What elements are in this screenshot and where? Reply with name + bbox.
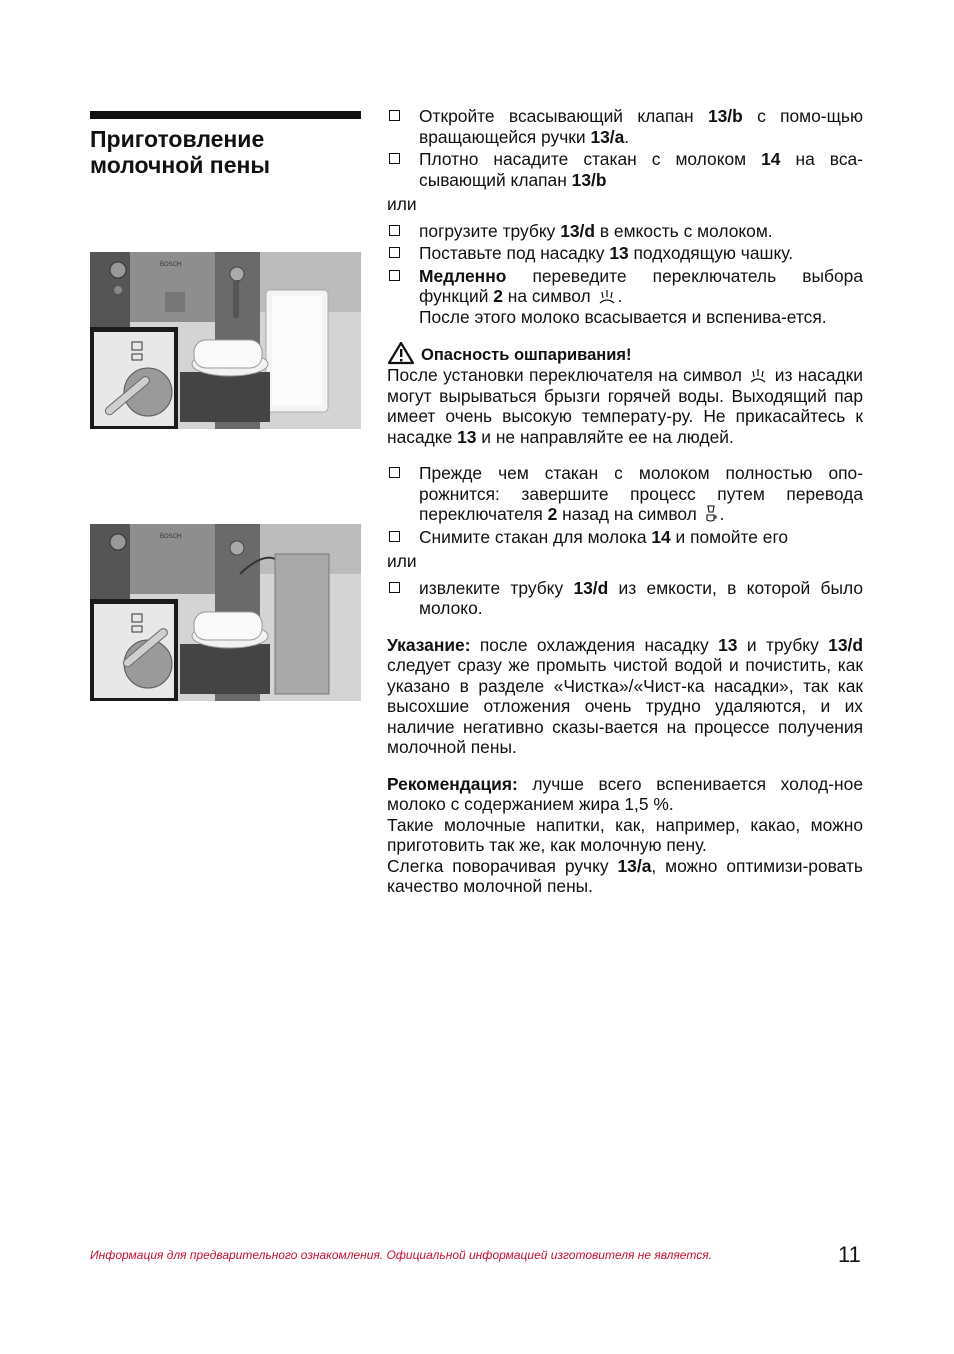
item-text: Откройте всасывающий клапан (419, 106, 708, 126)
item-text: . (719, 504, 725, 524)
steam-milk-symbol-icon (598, 289, 616, 305)
coffee-machine-carton-illustration (90, 524, 361, 701)
checkbox-bullet-icon (389, 110, 400, 121)
note-paragraph (387, 635, 863, 758)
ref-bold: 13/b (571, 169, 607, 190)
para-text: и не направляйте ее на людей. (476, 426, 734, 447)
checkbox-bullet-icon (389, 531, 400, 542)
item-text: в емкость с молоком. (595, 220, 773, 241)
warning-text (387, 365, 863, 447)
item-text: . (617, 286, 623, 306)
note-label: Указание: (387, 634, 471, 655)
para-text: из насадки могут вырываться брызги горячей воды. Выходящий пар имеет очень высокую температу-ру. Не прикасайтесь к насадке (387, 365, 863, 447)
item-text: подходящую чашку. (628, 243, 794, 263)
item-text: . (624, 126, 630, 147)
item-text: переведите переключатель выбора функций (419, 265, 863, 306)
item-text: Плотно насадите стакан с молоком (419, 149, 762, 169)
section-title (90, 126, 361, 178)
item-text: Снимите стакан для молока (419, 526, 652, 547)
title-line-1: Приготовление (90, 126, 265, 152)
ref-bold: 13 (457, 426, 477, 447)
para-text: После установки переключателя на символ (387, 365, 748, 385)
ref-bold: 13/a (617, 855, 652, 876)
item-text: с помо-щью вращающейся ручки (419, 106, 864, 147)
para-text: Слегка поворачивая ручку (387, 855, 618, 876)
photo-milk-frothing-carton (90, 524, 361, 701)
item-text: Прежде чем стакан с молоком полностью опо-рожнится: завершите процесс путем перевода переключателя (419, 463, 863, 524)
para-text: , можно оптимизи-ровать качество молочной пены. (387, 855, 863, 896)
or-label: или (387, 551, 417, 571)
brand-logo: BOSCH (160, 262, 182, 268)
item-text: После этого молоко всасывается и вспенива-ется. (419, 306, 827, 327)
ref-bold: 13/b (707, 106, 743, 126)
recommendation-paragraph-2: Такие молочные напитки, как, например, какао, можно приготовить так же, как молочную пену. (387, 814, 863, 855)
coffee-machine-illustration (90, 252, 361, 429)
checkbox-bullet-icon (389, 225, 400, 236)
item-text: и помойте его (670, 526, 789, 547)
item-text: назад на символ (557, 504, 702, 524)
cup-symbol-icon (704, 505, 718, 523)
ref-bold: 14 (651, 526, 671, 547)
or-label: или (387, 194, 417, 214)
checkbox-bullet-icon (389, 467, 400, 478)
list-item (387, 149, 863, 190)
emphasis-bold: Медленно (419, 265, 507, 286)
warning-title-text: Опасность ошпаривания! (421, 345, 632, 364)
list-item (387, 243, 863, 264)
item-text: погрузите трубку (419, 220, 561, 241)
item-text: на вса-сывающий клапан (419, 149, 863, 190)
list-item (387, 106, 863, 147)
brand-logo-2: BOSCH (160, 534, 182, 540)
checkbox-bullet-icon (389, 582, 400, 593)
para-text: после охлаждения насадку (470, 634, 719, 655)
item-text: на символ (502, 286, 596, 306)
item-text: Поставьте под насадку (419, 243, 610, 263)
instructions-column (387, 106, 863, 897)
ref-bold: 2 (493, 286, 503, 306)
warning-triangle-icon (387, 341, 415, 365)
list-item (387, 527, 863, 548)
list-item (387, 578, 863, 619)
para-text: и трубку (737, 634, 829, 655)
checkbox-bullet-icon (389, 270, 400, 281)
para-text: лучше всего вспенивается холод-ное молоко с содержанием жира 1,5 %. (387, 773, 863, 814)
checkbox-bullet-icon (389, 153, 400, 164)
photo-milk-frothing-jug (90, 252, 361, 429)
steam-milk-symbol-icon (749, 368, 767, 384)
para-text: следует сразу же промыть чистой водой и почистить, как указано в разделе «Чистка»/«Чист-ка насадки», так как высохшие отложения очень трудно удаляются, и их наличие негативно сказы-вается на процессе получения молочной пены. (387, 655, 863, 757)
ref-bold: 13 (718, 634, 738, 655)
ref-bold: 13/a (590, 126, 625, 147)
item-text: извлеките трубку (419, 577, 574, 598)
recommendation-paragraph (387, 774, 863, 815)
ref-bold: 14 (761, 149, 781, 169)
checkbox-bullet-icon (389, 247, 400, 258)
footer-disclaimer: Информация для предварительного ознакомления. Официальной информацией изготовителя не является. (90, 1248, 712, 1262)
title-line-2: молочной пены (90, 152, 271, 178)
ref-bold: 13/d (828, 634, 863, 655)
warning-title (387, 341, 863, 365)
recommendation-paragraph-3 (387, 856, 863, 897)
recommendation-label: Рекомендация: (387, 773, 518, 794)
item-text: из емкости, в которой было молоко. (419, 577, 863, 618)
list-item (387, 463, 863, 525)
ref-bold: 13/d (560, 220, 596, 241)
ref-bold: 2 (547, 504, 558, 524)
list-item (387, 266, 863, 328)
page-number: 11 (838, 1242, 861, 1267)
ref-bold: 13 (609, 243, 629, 263)
section-rule (90, 111, 361, 119)
ref-bold: 13/d (573, 577, 609, 598)
list-item (387, 221, 863, 242)
